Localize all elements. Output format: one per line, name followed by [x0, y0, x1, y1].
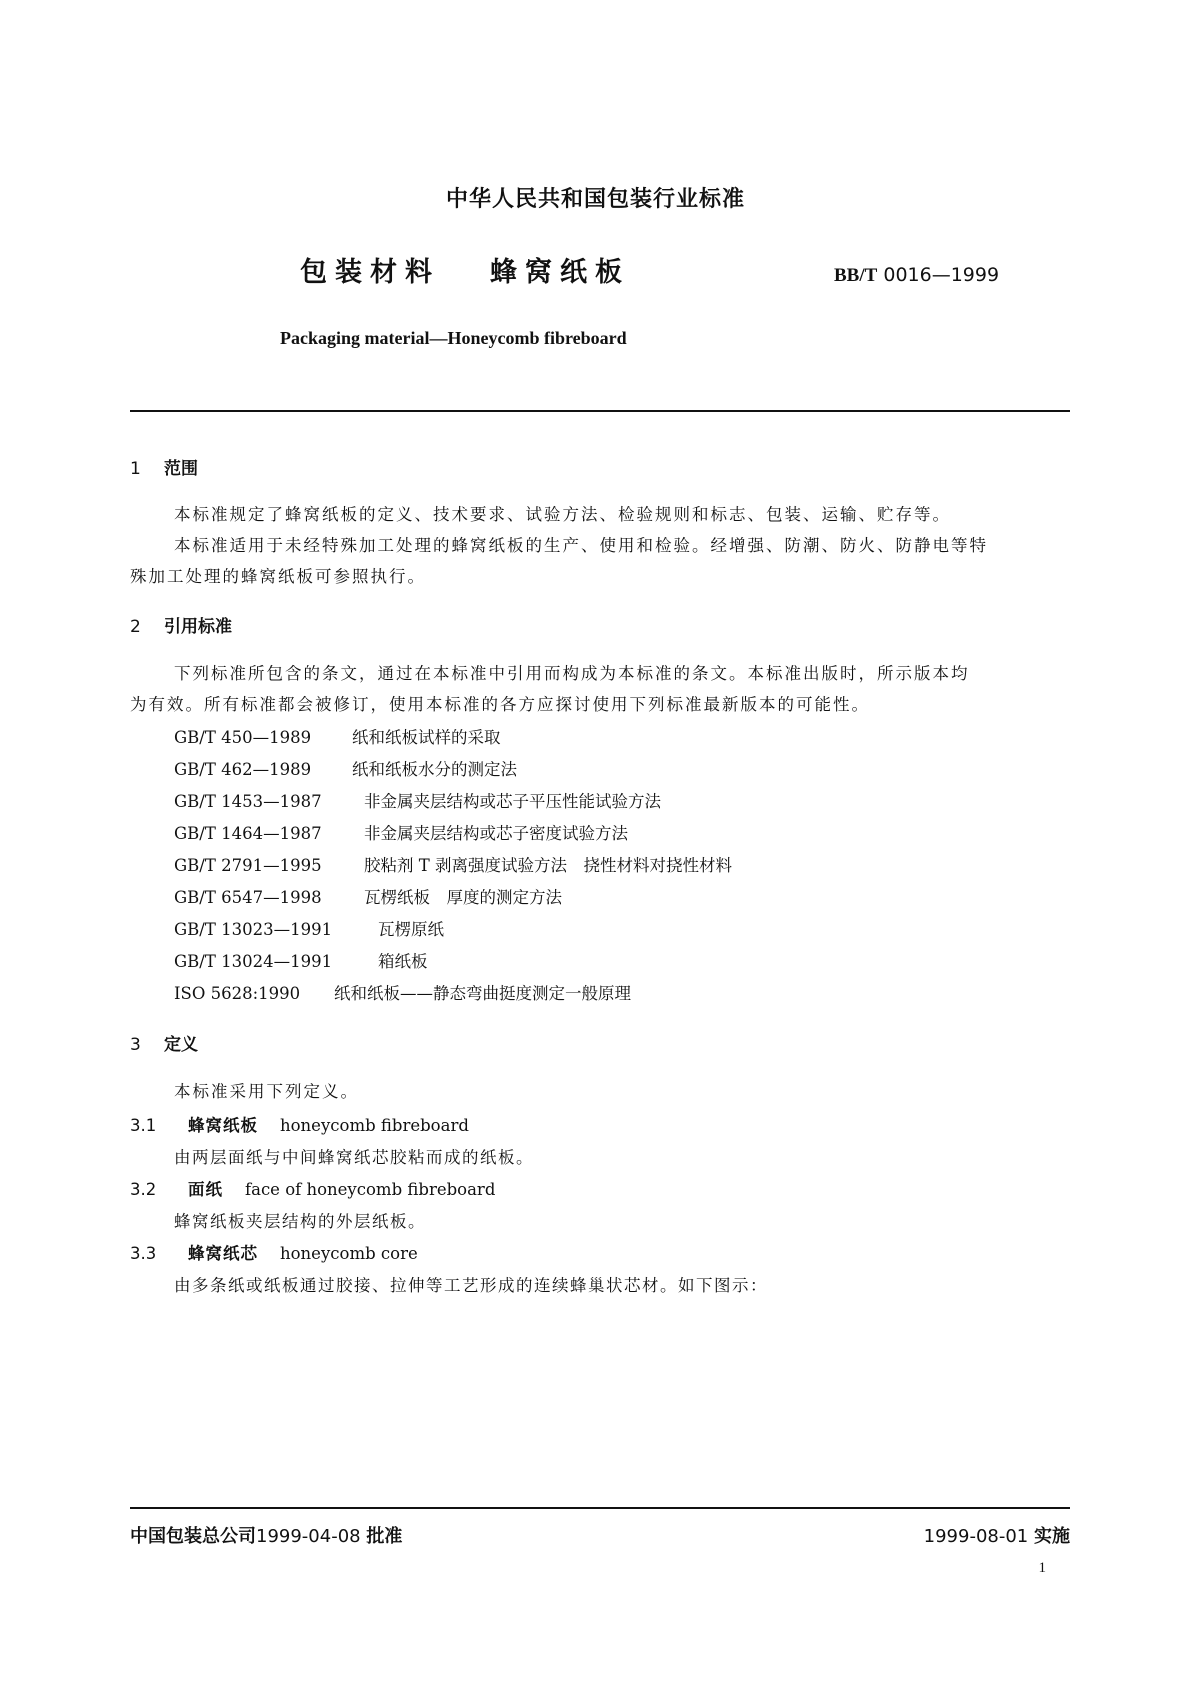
section-1-para1: 本标准规定了蜂窝纸板的定义、技术要求、试验方法、检验规则和标志、包装、运输、贮存等。	[174, 505, 951, 524]
section-1-number: 1	[130, 459, 141, 479]
approval-date: 1999-04-08	[256, 1526, 361, 1547]
section-1-para2-line2: 殊加工处理的蜂窝纸板可参照执行。	[130, 567, 426, 586]
section-3-title: 定义	[164, 1035, 198, 1055]
reference-title: 胶粘剂 T 剥离强度试验方法 挠性材料对挠性材料	[364, 856, 732, 875]
footer-divider	[130, 1507, 1070, 1509]
standard-code	[834, 264, 999, 287]
standard-code-prefix: BB/T	[834, 265, 878, 286]
approval-statement	[130, 1522, 402, 1548]
section-1-title: 范围	[164, 459, 198, 479]
reference-item	[174, 884, 562, 908]
reference-title: 非金属夹层结构或芯子平压性能试验方法	[364, 792, 661, 811]
standard-code-number: 0016—1999	[883, 264, 1000, 286]
section-3-number: 3	[130, 1035, 141, 1055]
definition-term-en: honeycomb core	[280, 1244, 418, 1263]
definition-3-3-term	[130, 1240, 418, 1264]
definition-term-en: face of honeycomb fibreboard	[245, 1180, 496, 1199]
definition-term-cn: 面纸	[188, 1180, 223, 1199]
reference-title: 箱纸板	[378, 952, 428, 971]
effective-statement	[924, 1522, 1070, 1548]
definition-3-2-term	[130, 1176, 495, 1200]
reference-code: GB/T 1453—1987	[174, 792, 322, 811]
definition-3-1-body: 由两层面纸与中间蜂窝纸芯胶粘而成的纸板。	[174, 1148, 534, 1167]
english-title: Packaging material—Honeycomb fibreboard	[280, 328, 627, 348]
reference-code: ISO 5628:1990	[174, 984, 301, 1003]
reference-item	[174, 756, 517, 780]
reference-code: GB/T 1464—1987	[174, 824, 322, 843]
document-title	[300, 250, 630, 289]
approval-label: 批准	[366, 1526, 403, 1547]
definition-3-1-term	[130, 1112, 469, 1136]
section-3-heading	[130, 1030, 198, 1055]
reference-code: GB/T 450—1989	[174, 728, 312, 747]
definition-number: 3.1	[130, 1116, 157, 1135]
reference-item	[174, 820, 628, 844]
reference-item	[174, 980, 631, 1004]
reference-code: GB/T 13023—1991	[174, 920, 333, 939]
section-1-para2-line1: 本标准适用于未经特殊加工处理的蜂窝纸板的生产、使用和检验。经增强、防潮、防火、防静电等特	[174, 536, 988, 555]
reference-code: GB/T 2791—1995	[174, 856, 322, 875]
document-title-part2: 蜂窝纸板	[490, 257, 630, 288]
section-2-para-line1: 下列标准所包含的条文，通过在本标准中引用而构成为本标准的条文。本标准出版时，所示版本均	[174, 664, 970, 683]
reference-title: 瓦楞原纸	[378, 920, 444, 939]
reference-item	[174, 724, 501, 748]
reference-item	[174, 788, 661, 812]
section-3-intro: 本标准采用下列定义。	[174, 1082, 359, 1101]
reference-item	[174, 916, 444, 940]
approval-org: 中国包装总公司	[130, 1526, 256, 1547]
effective-label: 实施	[1034, 1526, 1070, 1547]
standard-category-title: 中华人民共和国包装行业标准	[445, 187, 745, 212]
section-2-title: 引用标准	[164, 617, 232, 637]
definition-term-cn: 蜂窝纸板	[188, 1116, 258, 1135]
section-1-heading	[130, 454, 198, 479]
definition-3-2-body: 蜂窝纸板夹层结构的外层纸板。	[174, 1212, 426, 1231]
reference-code: GB/T 6547—1998	[174, 888, 322, 907]
reference-title: 非金属夹层结构或芯子密度试验方法	[364, 824, 628, 843]
section-2-number: 2	[130, 617, 141, 637]
header-divider	[130, 410, 1070, 412]
definition-term-cn: 蜂窝纸芯	[188, 1244, 258, 1263]
document-title-part1: 包装材料	[300, 257, 440, 288]
section-2-para-line2: 为有效。所有标准都会被修订，使用本标准的各方应探讨使用下列标准最新版本的可能性。	[130, 695, 870, 714]
definition-term-en: honeycomb fibreboard	[280, 1116, 469, 1135]
reference-title: 纸和纸板水分的测定法	[352, 760, 517, 779]
definition-number: 3.2	[130, 1180, 157, 1199]
page-number: 1	[1038, 1560, 1046, 1576]
definition-3-3-body: 由多条纸或纸板通过胶接、拉伸等工艺形成的连续蜂巢状芯材。如下图示：	[174, 1276, 768, 1295]
reference-item	[174, 852, 732, 876]
reference-title: 纸和纸板试样的采取	[352, 728, 501, 747]
reference-code: GB/T 462—1989	[174, 760, 312, 779]
definition-number: 3.3	[130, 1244, 157, 1263]
reference-item	[174, 948, 428, 972]
reference-title: 瓦楞纸板 厚度的测定方法	[364, 888, 562, 907]
reference-title: 纸和纸板——静态弯曲挺度测定一般原理	[334, 984, 631, 1003]
effective-date: 1999-08-01	[923, 1526, 1029, 1547]
reference-code: GB/T 13024—1991	[174, 952, 333, 971]
section-2-heading	[130, 612, 232, 637]
